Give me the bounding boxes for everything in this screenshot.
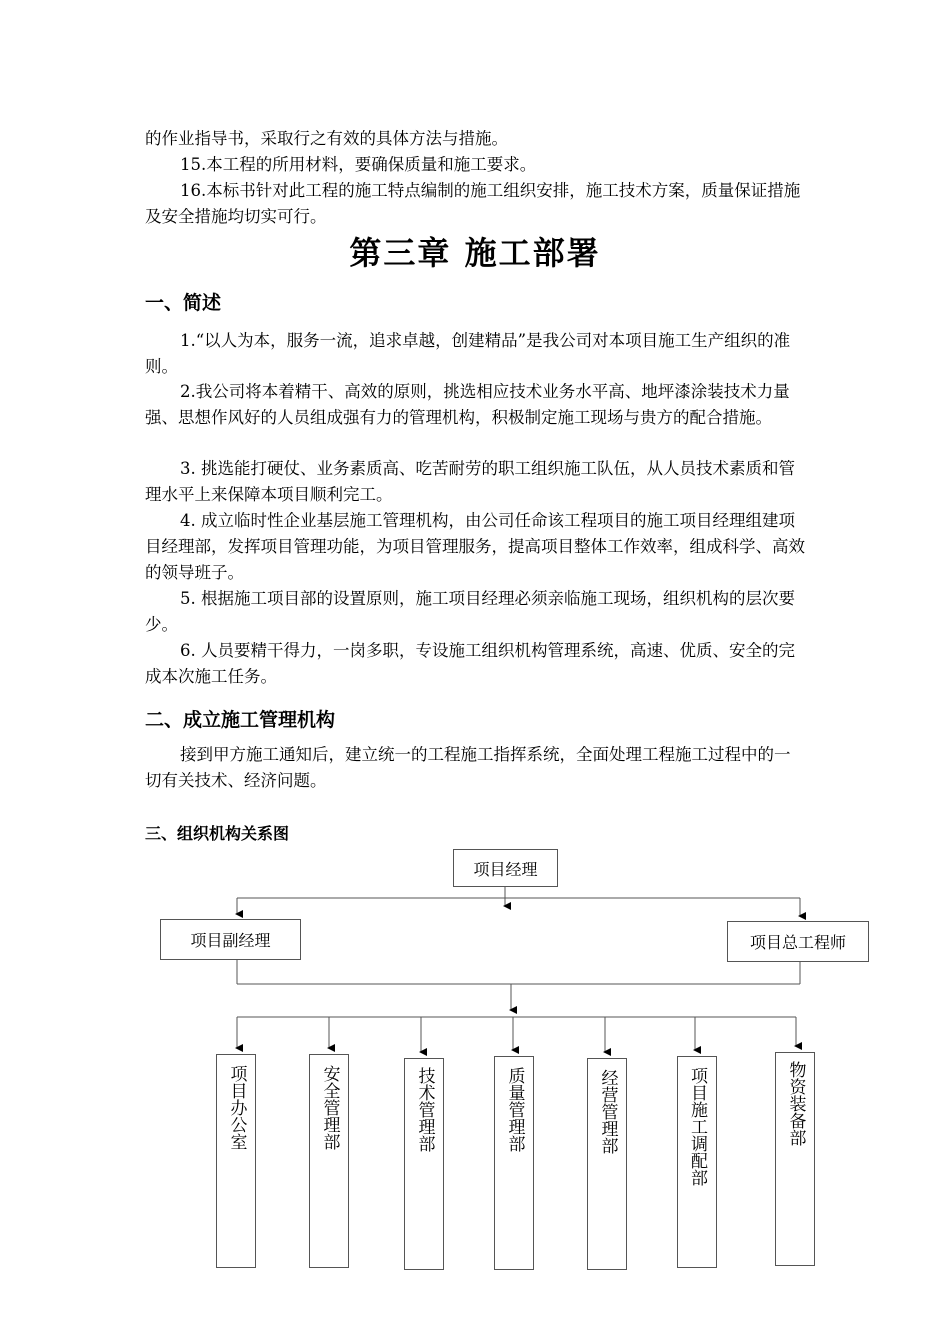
section-heading-management: 二、成立施工管理机构 xyxy=(145,709,336,731)
section-heading-overview: 一、简述 xyxy=(145,292,222,314)
overview-item: 4. 成立临时性企业基层施工管理机构，由公司任命该工程项目的施工项目经理组建项目经理部，发挥项目管理功能，为项目管理服务，提高项目整体工作效率，组成科学、高效的领导班子。 xyxy=(145,511,805,582)
org-dept-technical: 技术管理部 xyxy=(404,1058,444,1270)
intro-item-15: 15.本工程的所用材料，要确保质量和施工要求。 xyxy=(180,155,537,174)
overview-item: 5. 根据施工项目部的设置原则，施工项目经理必须亲临施工现场，组织机构的层次要少。 xyxy=(145,589,795,634)
intro-line: 的作业指导书，采取行之有效的具体方法与措施。 xyxy=(145,129,508,148)
overview-item: 2.我公司将本着精干、高效的原则，挑选相应技术业务水平高、地坪漆涂装技术力量强、思想作风好的人员组成强有力的管理机构，积极制定施工现场与贵方的配合措施。 xyxy=(145,382,790,427)
org-box-project-manager: 项目经理 xyxy=(453,849,558,887)
overview-item: 1.“以人为本，服务一流，追求卓越，创建精品”是我公司对本项目施工生产组织的准则。 xyxy=(145,331,791,376)
org-dept-dispatch: 项目施工调配部 xyxy=(677,1056,717,1268)
overview-item: 3. 挑选能打硬仗、业务素质高、吃苦耐劳的职工组织施工队伍，从人员技术素质和管理水平上来保障本项目顺利完工。 xyxy=(145,459,795,504)
org-dept-operations: 经营管理部 xyxy=(587,1058,627,1270)
org-box-chief-engineer: 项目总工程师 xyxy=(727,921,869,962)
intro-item-16: 16.本标书针对此工程的施工特点编制的施工组织安排，施工技术方案，质量保证措施及安全措施均切实可行。 xyxy=(145,181,801,226)
section-heading-org-chart: 三、组织机构关系图 xyxy=(145,824,290,843)
overview-item: 6. 人员要精干得力，一岗多职，专设施工组织机构管理系统，高速、优质、安全的完成本次施工任务。 xyxy=(145,641,795,686)
org-dept-materials: 物资装备部 xyxy=(775,1052,815,1266)
org-dept-office: 项目办公室 xyxy=(216,1054,256,1268)
management-text: 接到甲方施工通知后，建立统一的工程施工指挥系统，全面处理工程施工过程中的一切有关技术、经济问题。 xyxy=(145,745,791,790)
org-dept-quality: 质量管理部 xyxy=(494,1056,534,1270)
org-dept-safety: 安全管理部 xyxy=(309,1054,349,1268)
org-box-deputy-manager: 项目副经理 xyxy=(160,919,301,960)
chapter-title: 第三章 施工部署 xyxy=(349,234,601,272)
